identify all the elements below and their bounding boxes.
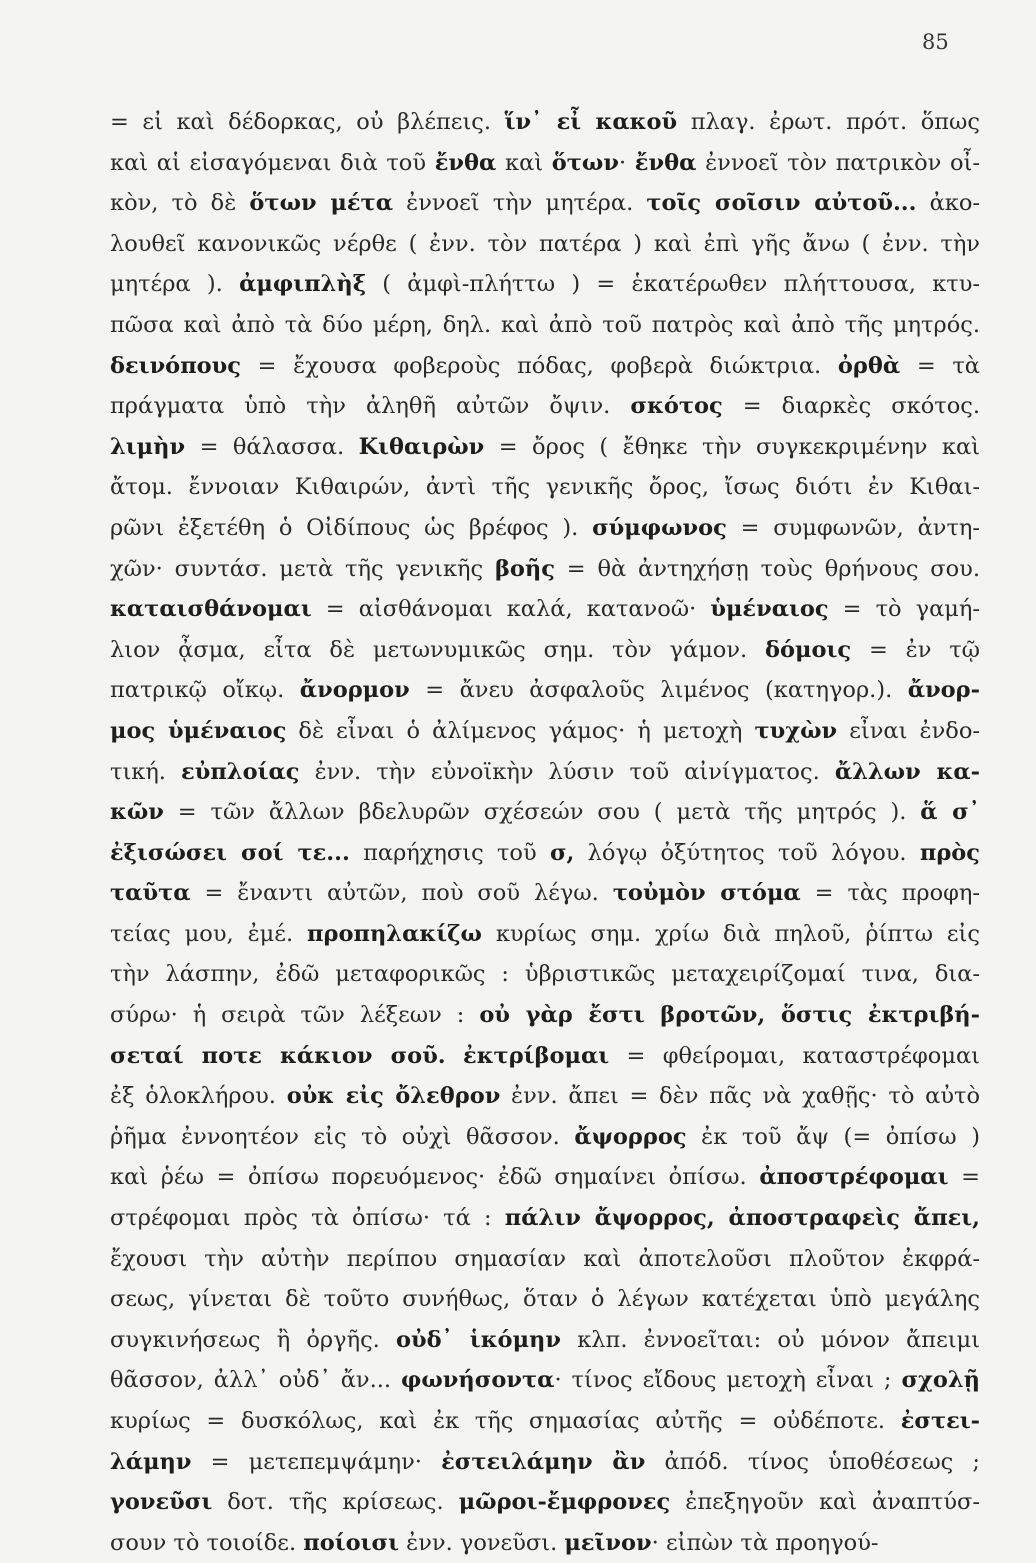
gloss-text: = ὄρος ( ἔθηκε τὴν συγκεκριμένην καὶ [484,433,980,460]
text-line [110,1360,980,1401]
text-line [110,1239,980,1280]
gloss-text: ἄτομ. ἔννοιαν Κιθαιρών, ἀντὶ τῆς γενικῆς ὄρος, ἴσως διότι ἐν Κιθαι- [110,474,980,501]
lemma-term: κῶν [110,799,164,826]
lemma-term: καταισθάνομαι [110,596,312,623]
gloss-text: τὴν λάσπην, ἐδῶ μεταφορικῶς : ὑβριστικῶς μεταχειρίζομαί τινα, δια- [110,961,980,988]
lemma-term: δόμοις [765,636,852,663]
gloss-text: = θάλασσα. [185,433,359,460]
lemma-term: οὐκ εἰς ὄλεθρον [286,1083,501,1110]
text-line [110,1117,980,1158]
gloss-text: συγκινήσεως ἢ ὀργῆς. [110,1326,397,1353]
gloss-text: ἐπεξηγοῦν καὶ ἀναπτύσ- [670,1489,980,1516]
gloss-text: στρέφομαι πρὸς τὰ ὀπίσω· τά : [110,1205,505,1232]
lemma-term: δεινόπους [110,352,241,379]
lemma-term: λιμὴν [110,433,186,460]
lemma-term: μῶροι-ἔμφρονες [458,1489,671,1516]
gloss-text: · εἰπὼν τὰ προηγού- [651,1529,879,1556]
gloss-text: εἶναι ἐνδο- [837,717,980,744]
gloss-text: = ἄνευ ἀσφαλοῦς λιμένος (κατηγορ.). [409,677,908,704]
lemma-term: ὅτων [551,149,619,176]
lemma-term: Κιθαιρὼν [358,433,485,460]
gloss-text: θᾶσσον, ἀλλ᾿ οὐδ᾿ ἄν... [110,1367,402,1394]
gloss-text: καὶ αἱ εἰσαγόμεναι διὰ τοῦ [110,149,435,176]
lemma-term: τοὐμὸν στόμα [612,880,801,907]
lemma-term: ποίοισι [303,1529,399,1556]
text-line [110,1036,980,1077]
gloss-text [446,1043,463,1069]
lemma-term: ἄνορ- [907,677,980,704]
lemma-term: ἵν᾿ εἶ κακοῦ [504,109,678,135]
lemma-term: σεταί ποτε κάκιον σοῦ. [110,1042,446,1069]
gloss-text: παρήχησις τοῦ [349,839,550,866]
text-line [110,549,980,590]
text-line [110,1279,980,1320]
text-line [110,914,980,955]
gloss-text: ἐνν. γονεῦσι. [399,1529,565,1556]
text-line [110,670,980,711]
lemma-term: ἐστει- [900,1408,980,1434]
text-line [110,102,980,143]
lemma-term: ἀποστρέφομαι [759,1164,949,1191]
lemma-term: εὐπλοίας [181,758,300,785]
gloss-text: · [618,149,635,176]
gloss-text: λόγῳ ὀξύτητος τοῦ λόγου. [574,839,920,866]
lemma-term: τυχὼν [754,717,838,744]
page-number: 85 [922,30,949,54]
text-line [110,833,980,874]
gloss-text: σουν τὸ τοιοίδε. [110,1529,304,1556]
gloss-text: = συμφωνῶν, ἀντη- [726,514,980,541]
gloss-text: = διαρκὲς σκότος. [722,393,980,420]
gloss-text: χῶν· συντάσ. μετὰ τῆς γενικῆς [110,555,495,582]
lemma-term: ἐστειλάμην ἂν [441,1448,646,1475]
text-line [110,143,980,184]
lemma-term: πάλιν ἄψορρος, ἀποστραφεὶς ἄπει, [504,1205,980,1232]
lemma-term: σ, [549,839,575,866]
lemma-term: οὐ γὰρ ἔστι βροτῶν, ὅστις ἐκτριβή- [479,1002,981,1029]
gloss-text: ( ἀμφὶ-πλήττω ) = ἑκατέρωθεν πλήττουσα, κτυ- [366,271,980,298]
gloss-text: δοτ. τῆς κρίσεως. [212,1489,459,1516]
lemma-term: τοῖς σοῖσιν αὐτοῦ... [646,190,917,217]
gloss-text: ἐννοεῖ τὴν μητέρα. [393,190,647,217]
lemma-term: ὅτων μέτα [249,190,394,217]
text-line [110,427,980,468]
gloss-text: πατρικῷ οἴκῳ. [110,677,300,704]
gloss-text: ῥῆμα ἐννοητέον εἰς τὸ οὐχὶ θᾶσσον. [110,1123,575,1150]
text-line [110,630,980,671]
gloss-text: ἔχουσι τὴν αὐτὴν περίπου σημασίαν καὶ ἀποτελοῦσι πλοῦτον ἐκφρά- [110,1245,980,1272]
gloss-text: = μετεπεμψάμην· [191,1448,442,1475]
gloss-text: κυρίως = δυσκόλως, καὶ ἐκ τῆς σημασίας αὐτῆς = οὐδέποτε. [110,1408,901,1434]
gloss-text: σεως, γίνεται δὲ τοῦτο συνήθως, ὅταν ὁ λέγων κατέχεται ὑπὸ μεγάλης [110,1286,980,1313]
gloss-text: = εἰ καὶ δέδορκας, οὐ βλέπεις. [110,109,505,135]
gloss-text: = [948,1164,980,1191]
gloss-text: τική. [110,758,182,785]
text-line [110,1523,980,1563]
commentary-text [110,102,980,1563]
gloss-text: κυρίως σημ. χρίω διὰ πηλοῦ, ῥίπτω εἰς [481,920,980,947]
lemma-term: ἐξισώσει σοί τε... [110,839,350,866]
lemma-term: ὑμέναιος [710,596,829,623]
gloss-text: τείας μου, ἐμέ. [110,920,308,947]
gloss-text: καὶ [496,149,552,176]
gloss-text: λουθεῖ κανονικῶς νέρθε ( ἐνν. τὸν πατέρα ) καὶ ἐπὶ γῆς ἄνω ( ἐνν. τὴν [110,230,980,257]
lemma-term: ἄνορμον [299,677,410,704]
gloss-text: πλαγ. ἐρωτ. πρότ. ὅπως [677,109,980,135]
text-line [110,508,980,549]
lemma-term: ἅ σ᾿ [920,799,980,826]
gloss-text: ἐκ τοῦ ἄψ (= ὀπίσω ) [686,1123,980,1150]
lemma-term: προπηλακίζω [307,920,482,947]
text-line [110,467,980,508]
lemma-term: μος ὑμέναιος [110,717,287,744]
gloss-text: ρῶνι ἐξετέθη ὁ Οἰδίπους ὡς βρέφος ). [110,514,593,541]
gloss-text: ἐννοεῖ τὸν πατρικὸν οἶ- [696,149,980,176]
text-line [110,305,980,346]
gloss-text: σύρω· ἡ σειρὰ τῶν λέξεων : [110,1002,480,1029]
gloss-text: = τῶν ἄλλων βδελυρῶν σχέσεών σου ( μετὰ τῆς μητρός ). [163,799,921,826]
lemma-term: γονεῦσι [110,1489,213,1516]
lemma-term: μεῖνον [564,1529,652,1556]
gloss-text: κὸν, τὸ δὲ [110,190,250,217]
text-line [110,1442,980,1483]
gloss-text: ἐνν. ἄπει = δὲν πᾶς νὰ χαθῇς· τὸ αὐτὸ [500,1083,980,1110]
gloss-text: καὶ ῥέω = ὀπίσω πορευόμενος· ἐδῶ σημαίνει ὀπίσω. [110,1164,760,1191]
gloss-text: κλπ. ἐννοεῖται: οὐ μόνον ἄπειμι [561,1326,980,1353]
gloss-text: = φθείρομαι, καταστρέφομαι [609,1042,980,1069]
text-line [110,711,980,752]
lemma-term: ἔνθα [634,149,697,176]
lemma-term: ἔνθα [434,149,497,176]
text-line [110,1401,980,1442]
text-line [110,224,980,265]
gloss-text: πράγματα ὑπὸ τὴν ἀληθῆ αὐτῶν ὄψιν. [110,393,631,420]
text-line [110,792,980,833]
text-line [110,752,980,793]
lemma-term: ἄψορρος [574,1123,687,1150]
text-line [110,386,980,427]
gloss-text: = τὸ γαμή- [828,596,980,623]
gloss-text: = ἐν τῷ [851,636,980,663]
gloss-text: πῶσα καὶ ἀπὸ τὰ δύο μέρη, δηλ. καὶ ἀπὸ τοῦ πατρὸς καὶ ἀπὸ τῆς μητρός. [110,311,980,338]
lemma-term: οὐδ᾿ ἱκόμην [396,1326,562,1353]
text-line [110,954,980,995]
text-line [110,1482,980,1523]
lemma-term: σχολῇ [901,1367,980,1394]
text-line [110,183,980,224]
lemma-term: πρὸς [919,839,980,866]
gloss-text: λιον ᾆσμα, εἶτα δὲ μετωνυμικῶς σημ. τὸν γάμον. [110,636,766,663]
lemma-term: σκότος [630,393,723,420]
lemma-term: ἀμφιπλὴξ [239,271,367,298]
gloss-text: ἀκο- [916,190,980,217]
text-line [110,264,980,305]
gloss-text: δὲ εἶναι ὁ ἀλίμενος γάμος· ἡ μετοχὴ [286,717,755,744]
text-line [110,346,980,387]
text-line [110,1198,980,1239]
text-line [110,1076,980,1117]
gloss-text: · τίνος εἴδους μετοχὴ εἶναι ; [554,1367,902,1394]
lemma-term: λάμην [110,1448,192,1475]
gloss-text: = ἔχουσα φοβεροὺς πόδας, φοβερὰ διώκτρια. [240,352,838,379]
gloss-text: = ἔναντι αὐτῶν, ποὺ σοῦ λέγω. [190,880,613,907]
lemma-term: ταῦτα [110,880,191,907]
gloss-text: = τὰ [900,352,980,379]
lemma-term: βοῆς [494,555,555,582]
text-line [110,1320,980,1361]
gloss-text: = τὰς προφη- [800,880,981,907]
text-line [110,873,980,914]
lemma-term: ἐκτρίβομαι [463,1042,610,1069]
text-line [110,1157,980,1198]
gloss-text: μητέρα ). [110,271,240,298]
gloss-text: ἐνν. τὴν εὐνοϊκὴν λύσιν τοῦ αἰνίγματος. [299,758,835,785]
gloss-text: ἐξ ὁλοκλήρου. [110,1083,287,1110]
lemma-term: σύμφωνος [592,514,727,541]
gloss-text: ἀπόδ. τίνος ὑποθέσεως ; [645,1448,981,1475]
text-line [110,589,980,630]
lemma-term: ὀρθὰ [837,352,901,379]
text-line [110,995,980,1036]
lemma-term: φωνήσοντα [401,1367,555,1394]
gloss-text: = αἰσθάνομαι καλά, κατανοῶ· [311,596,711,623]
gloss-text: = θὰ ἀντηχήσῃ τοὺς θρήνους σου. [554,555,980,582]
lemma-term: ἄλλων κα- [834,758,980,785]
